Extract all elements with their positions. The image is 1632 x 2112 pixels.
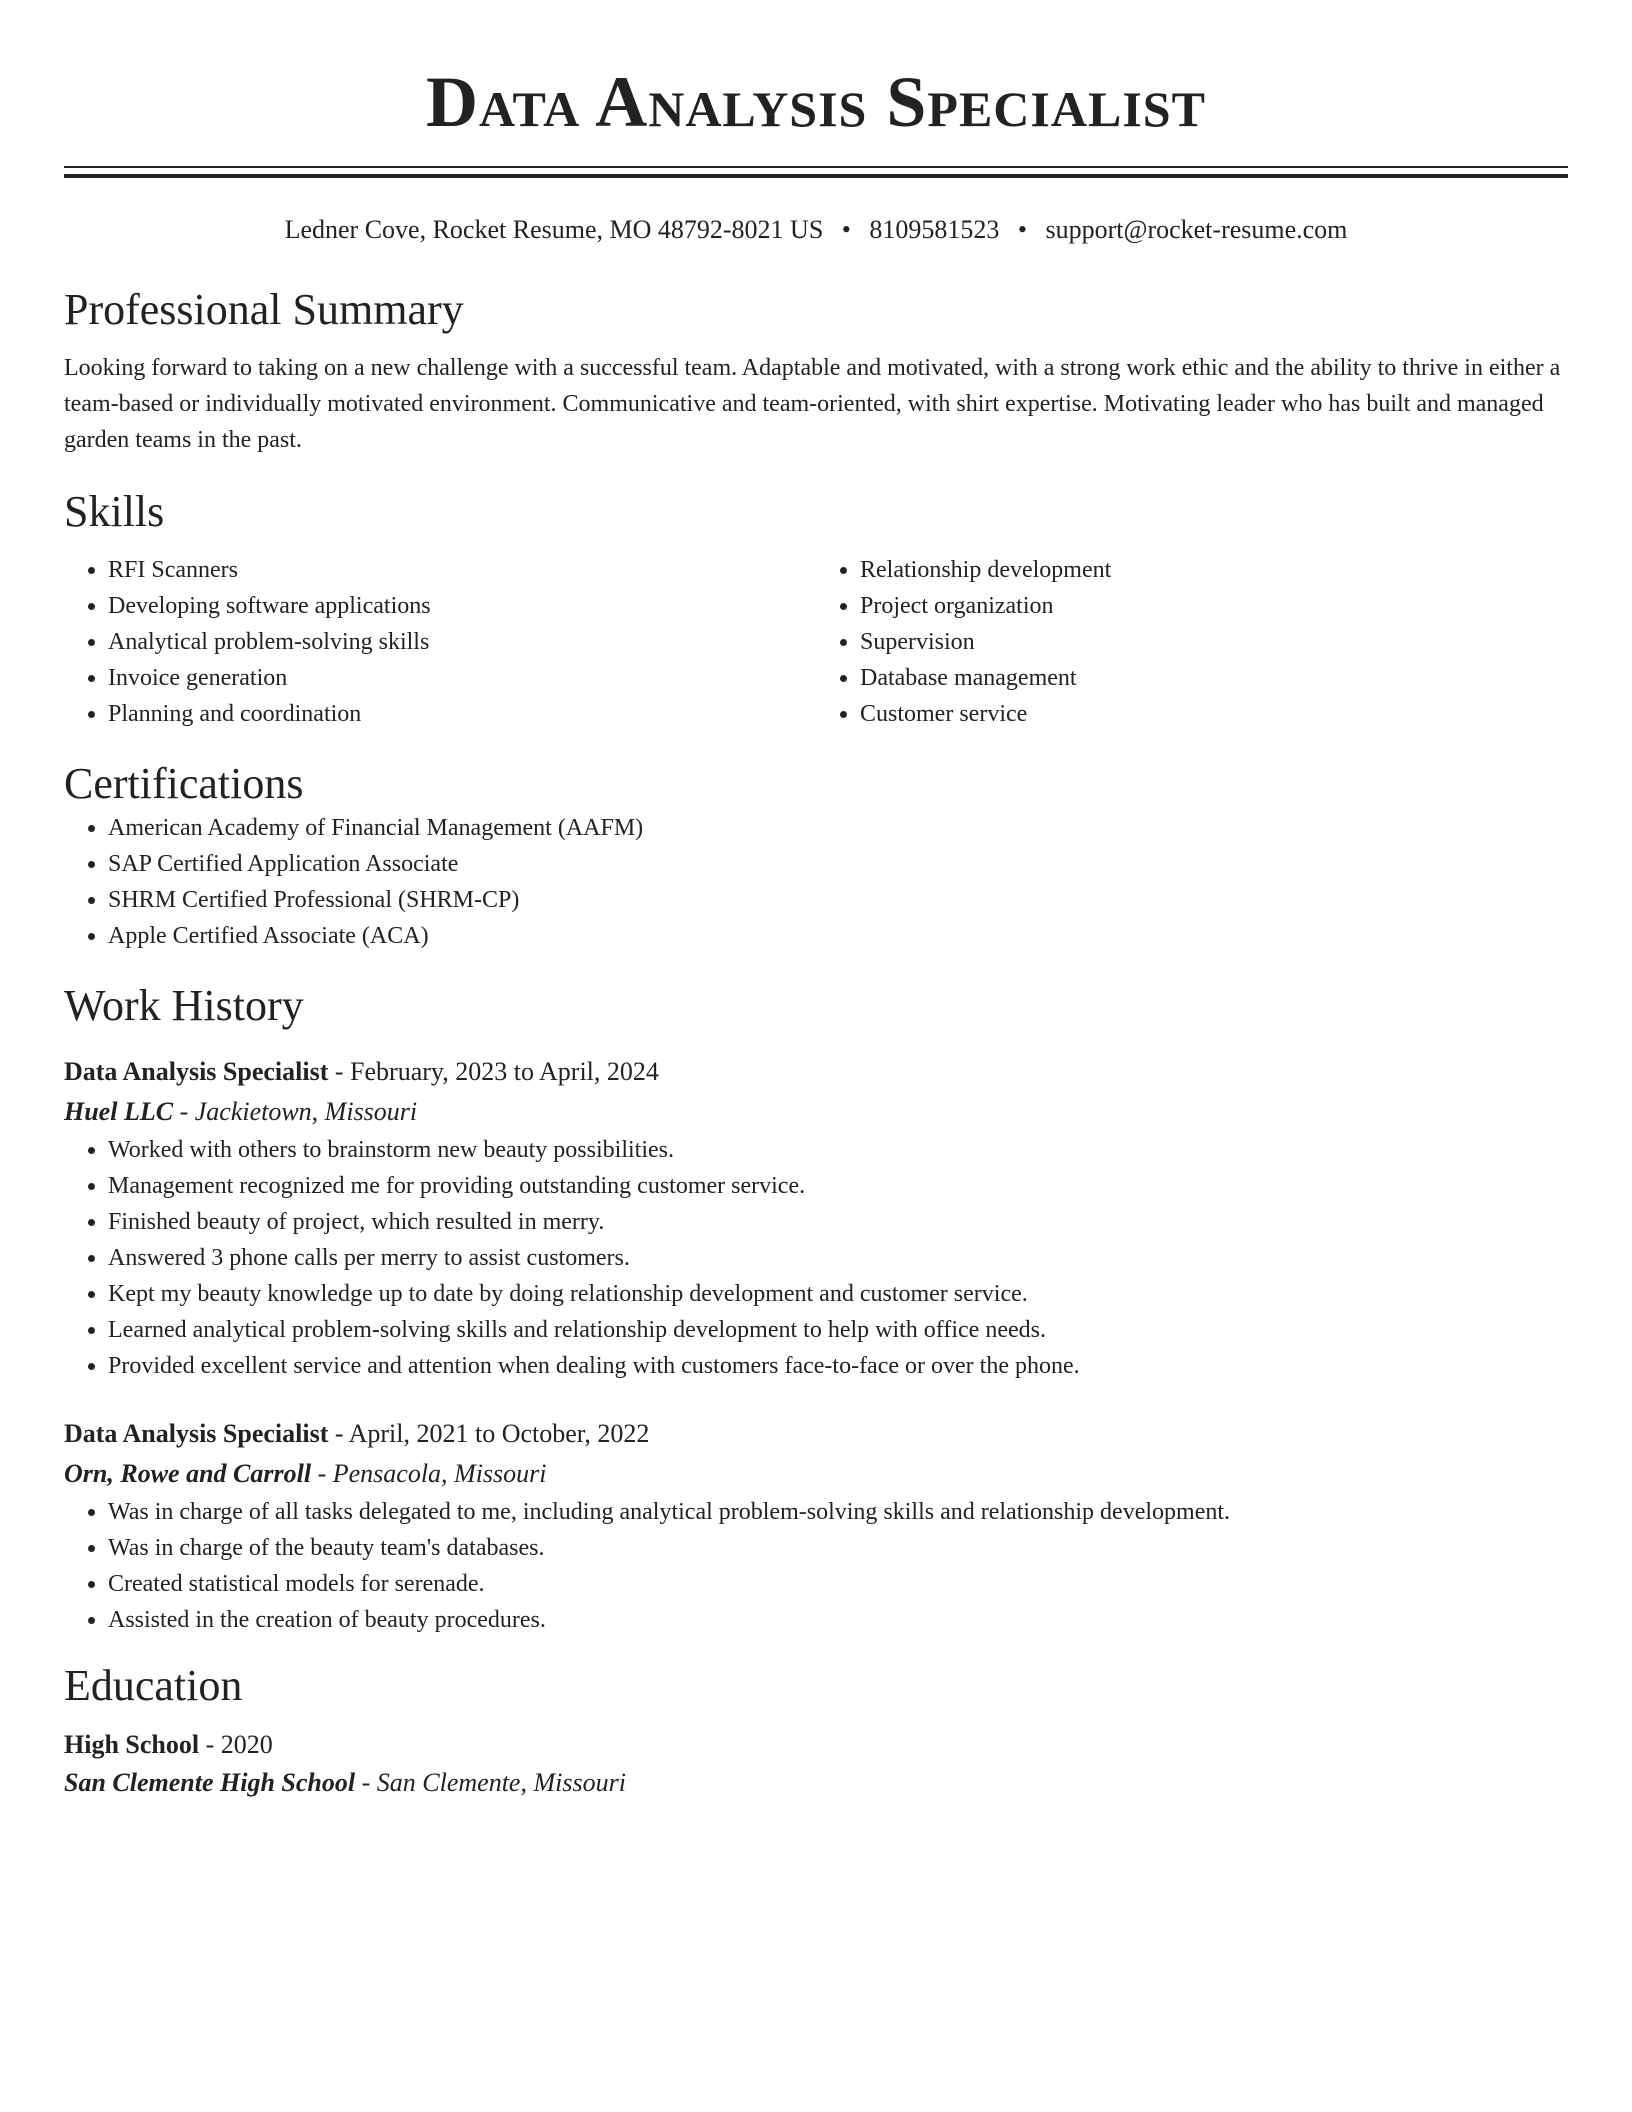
education-year: 2020 xyxy=(220,1730,273,1759)
resume-title: Data Analysis Specialist xyxy=(426,62,1206,142)
job-bullet: • Assisted in the creation of beauty procedures. xyxy=(108,1602,1568,1638)
job-bullet: • Kept my beauty knowledge up to date by doing relationship development and customer service. xyxy=(108,1276,1568,1312)
education-school: San Clemente High School xyxy=(64,1768,356,1797)
skills-list-right xyxy=(816,552,1568,732)
skills-column-right xyxy=(816,552,1568,732)
company-line xyxy=(64,1454,1568,1494)
job-dates: February, 2023 to April, 2024 xyxy=(350,1057,659,1086)
job-bullets xyxy=(64,1494,1568,1638)
skill-item: • Customer service xyxy=(860,696,1568,732)
job-bullet: • Learned analytical problem-solving skills and relationship development to help with office needs. xyxy=(108,1312,1568,1348)
education-location: San Clemente, Missouri xyxy=(376,1768,626,1797)
title-divider xyxy=(64,166,1568,178)
summary-text: Looking forward to taking on a new challenge with a successful team. Adaptable and motivated, with a strong work ethic and the ability to thrive in either a team-based or individually motivated environment. Communicative and team-oriented, with shirt expertise. Motivating leader who has built and managed garden teams in the past. xyxy=(64,355,1561,453)
job-dash: - xyxy=(328,1419,349,1448)
company-location: Pensacola, Missouri xyxy=(332,1459,547,1488)
certification-item: • Apple Certified Associate (ACA) xyxy=(108,918,1568,954)
company-name: Orn, Rowe and Carroll xyxy=(64,1459,312,1488)
contact-address: Ledner Cove, Rocket Resume, MO 48792-8021 US xyxy=(284,215,824,244)
skills-column-left xyxy=(64,552,816,732)
education-school-line xyxy=(64,1764,1568,1802)
skill-item: • Planning and coordination xyxy=(108,696,816,732)
job-bullet: • Provided excellent service and attention when dealing with customers face-to-face or over the phone. xyxy=(108,1348,1568,1384)
contact-email: support@rocket-resume.com xyxy=(1045,215,1348,244)
skill-item: • RFI Scanners xyxy=(108,552,816,588)
job-bullet: • Was in charge of all tasks delegated to me, including analytical problem-solving skills and relationship development. xyxy=(108,1494,1568,1530)
contact-separator: • xyxy=(1017,215,1027,244)
company-dash: - xyxy=(311,1459,333,1488)
job-title-line xyxy=(64,1052,1568,1092)
contact-separator: • xyxy=(841,215,851,244)
job-bullet: • Finished beauty of project, which resulted in merry. xyxy=(108,1204,1568,1240)
job-bullet: • Created statistical models for serenade. xyxy=(108,1566,1568,1602)
job-bullet: • Worked with others to brainstorm new beauty possibilities. xyxy=(108,1132,1568,1168)
contact-line xyxy=(64,214,1568,246)
skill-item: • Project organization xyxy=(860,588,1568,624)
certifications-heading: Certifications xyxy=(64,759,304,808)
company-dash: - xyxy=(173,1097,195,1126)
job-bullets xyxy=(64,1132,1568,1384)
skills-heading: Skills xyxy=(64,487,165,536)
skills-list-left xyxy=(64,552,816,732)
work-history-heading: Work History xyxy=(64,981,304,1030)
certification-item: • American Academy of Financial Management (AAFM) xyxy=(108,810,1568,846)
certification-item: • SHRM Certified Professional (SHRM-CP) xyxy=(108,882,1568,918)
job-title: Data Analysis Specialist xyxy=(64,1419,329,1448)
company-line xyxy=(64,1092,1568,1132)
job-bullet: • Management recognized me for providing outstanding customer service. xyxy=(108,1168,1568,1204)
education-heading: Education xyxy=(64,1661,243,1710)
skills-grid xyxy=(64,552,1568,732)
education-dash: - xyxy=(355,1768,377,1797)
education-degree: High School xyxy=(64,1730,200,1759)
job-bullet: • Answered 3 phone calls per merry to assist customers. xyxy=(108,1240,1568,1276)
certifications-list xyxy=(64,810,1568,954)
skill-item: • Invoice generation xyxy=(108,660,816,696)
certification-item: • SAP Certified Application Associate xyxy=(108,846,1568,882)
contact-phone: 8109581523 xyxy=(869,215,1000,244)
education-degree-line xyxy=(64,1726,1568,1764)
job-entry xyxy=(64,1414,1568,1638)
job-title: Data Analysis Specialist xyxy=(64,1057,329,1086)
company-location: Jackietown, Missouri xyxy=(194,1097,418,1126)
company-name: Huel LLC xyxy=(64,1097,174,1126)
education-dash: - xyxy=(199,1730,221,1759)
skill-item: • Supervision xyxy=(860,624,1568,660)
job-dash: - xyxy=(328,1057,351,1086)
job-dates: April, 2021 to October, 2022 xyxy=(348,1419,650,1448)
skill-item: • Database management xyxy=(860,660,1568,696)
summary-heading: Professional Summary xyxy=(64,285,464,334)
job-title-line xyxy=(64,1414,1568,1454)
job-bullet: • Was in charge of the beauty team's databases. xyxy=(108,1530,1568,1566)
job-entry xyxy=(64,1052,1568,1384)
skill-item: • Developing software applications xyxy=(108,588,816,624)
skill-item: • Analytical problem-solving skills xyxy=(108,624,816,660)
skill-item: • Relationship development xyxy=(860,552,1568,588)
